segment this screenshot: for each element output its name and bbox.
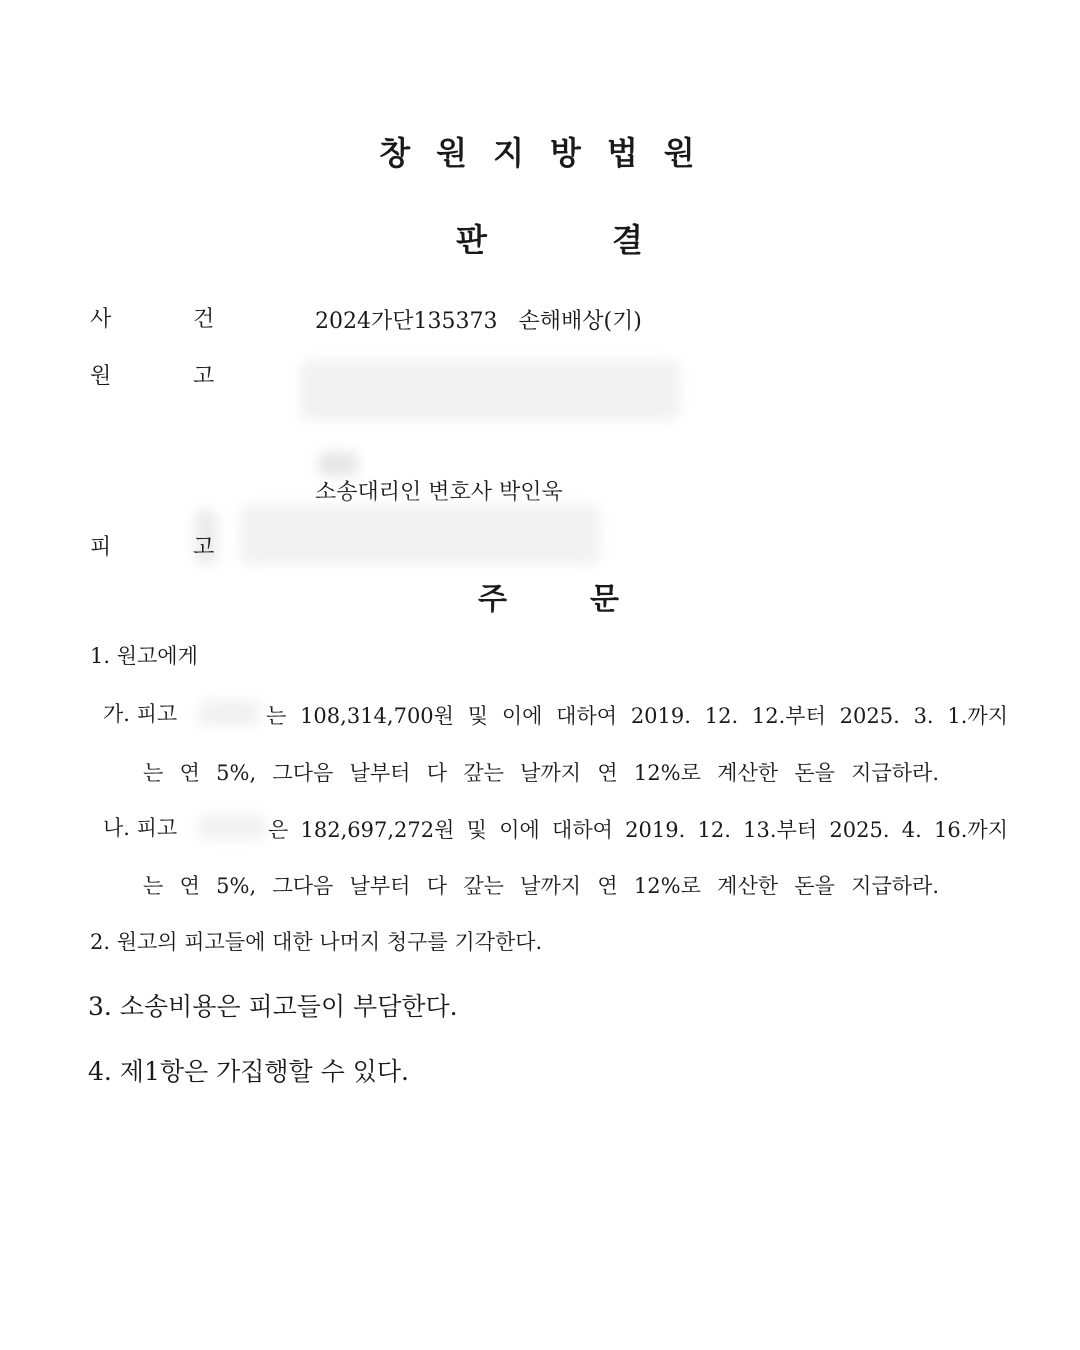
- order-item-1b-line-1: 은 182,697,272원 및 이에 대하여 2019. 12. 13.부터 2025. 4. 16.까지: [268, 818, 1008, 842]
- plaintiff-redaction: [300, 360, 680, 420]
- doc-type-char-2: 결: [612, 221, 643, 259]
- order-item-1a-prefix: 가. 피고: [103, 702, 178, 726]
- defendant-label-2: 고: [193, 535, 215, 560]
- order-item-2: 2. 원고의 피고들에 대한 나머지 청구를 기각한다.: [90, 930, 543, 954]
- case-label-2: 건: [193, 307, 215, 332]
- order-title-char-2: 문: [590, 582, 619, 617]
- case-label-1: 사: [90, 307, 112, 332]
- order-item-1: 1. 원고에게: [90, 644, 198, 668]
- counsel: 소송대리인 변호사 박인욱: [315, 480, 563, 505]
- order-item-1b-prefix: 나. 피고: [103, 816, 178, 840]
- order-item-1b-line-2: 는 연 5%, 그다음 날부터 다 갚는 날까지 연 12%로 계산한 돈을 지급하라.: [143, 874, 939, 898]
- order-item-1a-line-2: 는 연 5%, 그다음 날부터 다 갚는 날까지 연 12%로 계산한 돈을 지급하라.: [143, 761, 939, 785]
- order-item-3: 3. 소송비용은 피고들이 부담한다.: [88, 992, 458, 1021]
- defendant-b-redaction: [198, 814, 266, 840]
- plaintiff-label-1: 원: [90, 364, 112, 389]
- order-item-4: 4. 제1항은 가집행할 수 있다.: [88, 1057, 409, 1086]
- order-item-1a-line-1: 는 108,314,700원 및 이에 대하여 2019. 12. 12.부터 2025. 3. 1.까지: [266, 704, 1008, 728]
- counsel-redaction-mark: [318, 452, 358, 476]
- defendant-redaction: [240, 505, 600, 565]
- case-number: 2024가단135373 손해배상(기): [315, 309, 642, 334]
- plaintiff-label-2: 고: [193, 364, 215, 389]
- court-name: 창원지방법원: [379, 134, 721, 172]
- defendant-a-redaction: [198, 700, 260, 726]
- defendant-label-1: 피: [90, 535, 112, 560]
- order-title-char-1: 주: [478, 582, 507, 617]
- doc-type-char-1: 판: [456, 221, 487, 259]
